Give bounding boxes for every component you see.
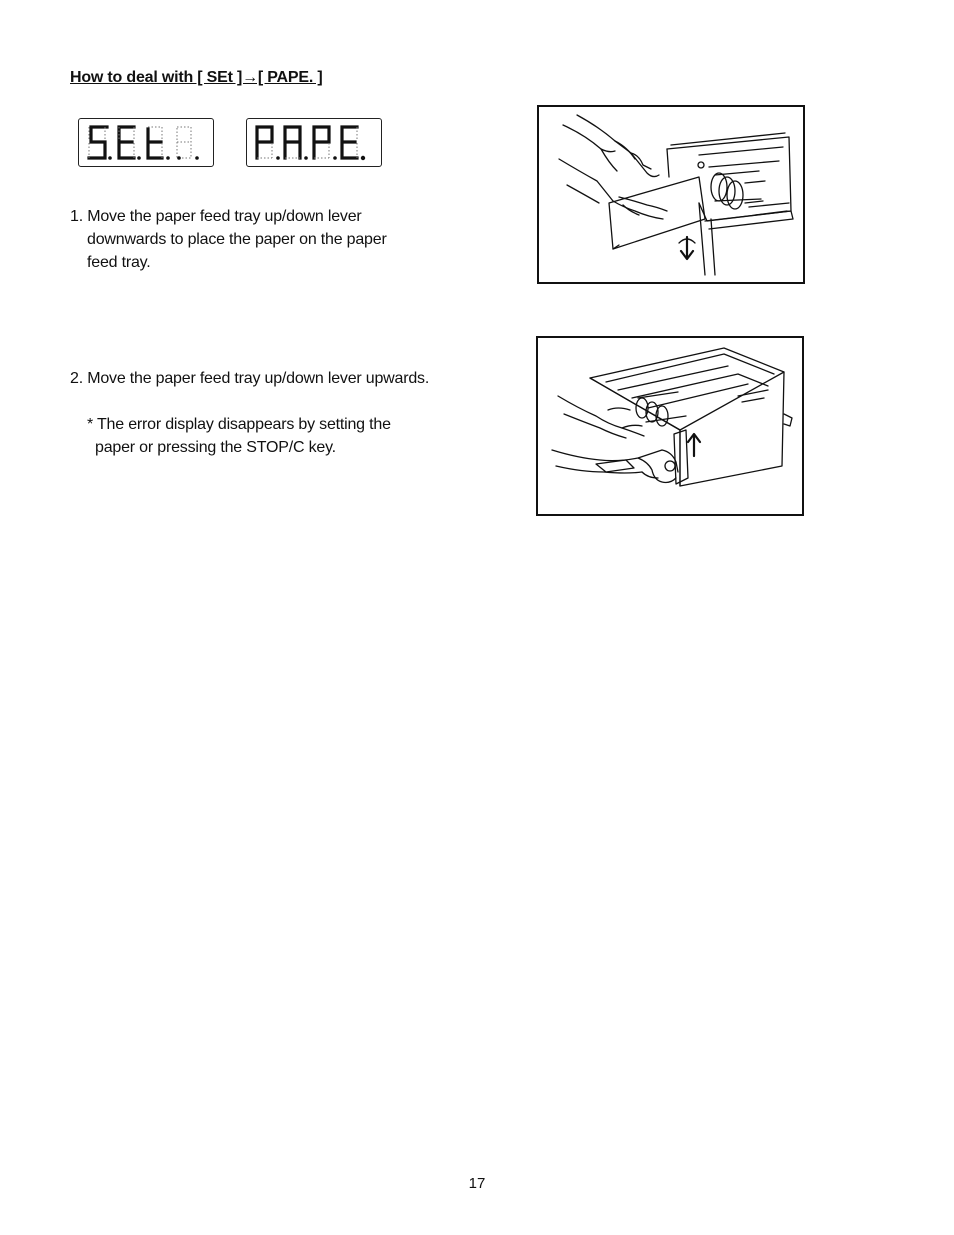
lcd-digit-p — [257, 127, 272, 158]
page-heading: How to deal with [ SEt ]→[ PAPE. ] — [70, 69, 323, 86]
lcd-digits-set — [79, 119, 212, 165]
lcd-digit-e — [119, 127, 134, 158]
lcd-digit-s — [89, 127, 107, 158]
lcd-digit-e-2 — [342, 127, 357, 158]
lever-down-drawing — [539, 107, 803, 282]
error-note — [87, 413, 391, 459]
lcd-display-set — [78, 118, 214, 167]
lcd-digit-a — [285, 127, 300, 158]
step-2-text — [70, 367, 429, 390]
step-2-line-1: 2. Move the paper feed tray up/down lever upwards. — [70, 370, 430, 387]
lcd-digit-t — [148, 129, 162, 158]
note-line-1: * The error display disappears by setting the — [87, 416, 391, 433]
lcd-digits-pape — [247, 119, 380, 165]
lcd-digit-p-2 — [314, 127, 329, 158]
illustration-lever-down — [537, 105, 805, 284]
lcd-display-pape — [246, 118, 382, 167]
lever-up-drawing — [538, 338, 802, 514]
note-line-2: paper or pressing the STOP/C key. — [95, 439, 336, 456]
step-1-line-2: downwards to place the paper on the paper — [87, 231, 387, 248]
page-number: 17 — [468, 1175, 486, 1192]
step-1-line-1: 1. Move the paper feed tray up/down lever — [70, 208, 362, 225]
lcd-digit-blank — [177, 127, 191, 158]
illustration-lever-up — [536, 336, 804, 516]
step-1-text — [70, 205, 387, 274]
step-1-line-3: feed tray. — [87, 254, 151, 271]
